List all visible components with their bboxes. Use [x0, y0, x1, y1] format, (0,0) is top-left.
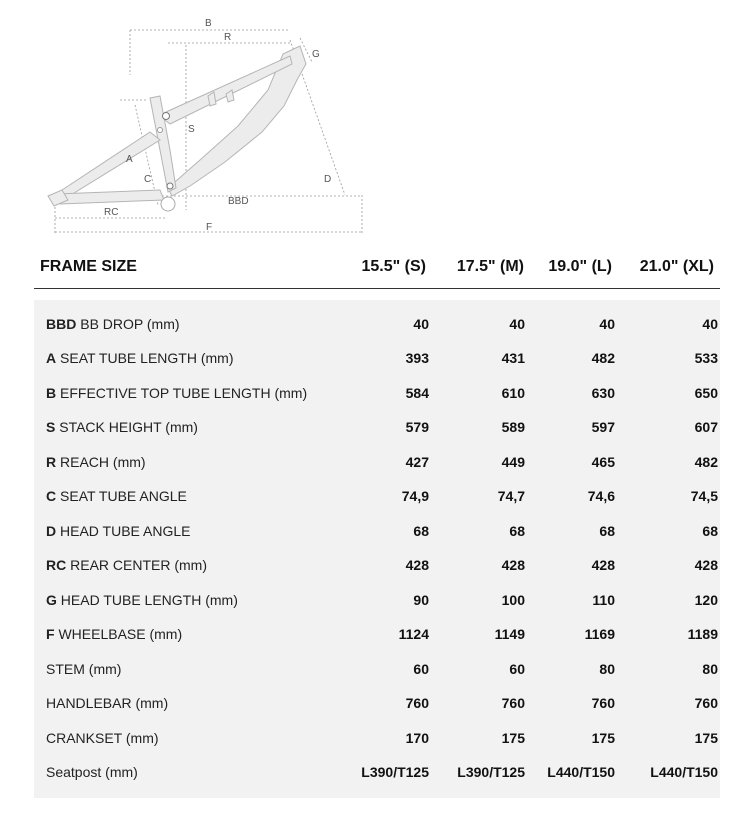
row-label: C SEAT TUBE ANGLE — [46, 488, 187, 504]
value-cell: 760 — [694, 695, 718, 711]
table-row — [34, 411, 720, 445]
value-cell: 74,7 — [497, 488, 525, 504]
value-cell: 482 — [591, 350, 615, 366]
size-header-m: 17.5" (M) — [456, 258, 524, 275]
frame-size-heading: FRAME SIZE — [40, 258, 137, 275]
value-cell: 610 — [501, 385, 525, 401]
value-cell: 80 — [702, 661, 718, 677]
table-row — [34, 308, 720, 342]
table-row — [34, 584, 720, 618]
value-cell: L440/T150 — [650, 764, 718, 780]
value-cell: 175 — [591, 730, 615, 746]
value-cell: 68 — [413, 523, 429, 539]
table-row — [34, 515, 720, 549]
label-C: C — [144, 174, 152, 185]
label-S: S — [188, 124, 195, 135]
value-cell: 760 — [591, 695, 615, 711]
value-cell: 68 — [702, 523, 718, 539]
value-cell: 40 — [413, 316, 429, 332]
label-G: G — [312, 49, 320, 60]
value-cell: 579 — [405, 419, 429, 435]
value-cell: 74,6 — [587, 488, 615, 504]
table-header — [34, 252, 720, 289]
value-cell: 74,5 — [690, 488, 718, 504]
value-cell: L440/T150 — [547, 764, 615, 780]
value-cell: 1149 — [494, 626, 525, 642]
value-cell: 428 — [694, 557, 718, 573]
value-cell: 393 — [405, 350, 429, 366]
size-header-s: 15.5" (S) — [361, 258, 426, 275]
value-cell: 630 — [591, 385, 615, 401]
value-cell: 68 — [599, 523, 615, 539]
value-cell: 90 — [413, 592, 429, 608]
table-row — [34, 653, 720, 687]
row-label: HANDLEBAR (mm) — [46, 695, 169, 711]
row-label: D HEAD TUBE ANGLE — [46, 523, 191, 539]
value-cell: 175 — [501, 730, 525, 746]
row-label: R REACH (mm) — [46, 454, 146, 470]
row-label: S STACK HEIGHT (mm) — [46, 419, 198, 435]
value-cell: 74,9 — [401, 488, 429, 504]
table-row — [34, 549, 720, 583]
value-cell: 60 — [413, 661, 429, 677]
label-R: R — [224, 32, 232, 43]
size-header-l: 19.0" (L) — [548, 258, 612, 275]
value-cell: 760 — [405, 695, 429, 711]
row-label: G HEAD TUBE LENGTH (mm) — [46, 592, 238, 608]
row-label: STEM (mm) — [46, 661, 122, 677]
value-cell: 584 — [405, 385, 429, 401]
value-cell: 40 — [509, 316, 525, 332]
frame-geometry-svg — [0, 0, 752, 245]
row-label: F WHEELBASE (mm) — [46, 626, 183, 642]
frame-geometry-diagram — [0, 0, 752, 245]
value-cell: 68 — [509, 523, 525, 539]
value-cell: 533 — [694, 350, 718, 366]
value-cell: 650 — [694, 385, 718, 401]
value-cell: 607 — [694, 419, 718, 435]
table-row — [34, 377, 720, 411]
value-cell: 431 — [501, 350, 525, 366]
value-cell: 60 — [509, 661, 525, 677]
value-cell: 1124 — [398, 626, 429, 642]
value-cell: 170 — [405, 730, 429, 746]
label-F: F — [206, 222, 213, 233]
row-label: B EFFECTIVE TOP TUBE LENGTH (mm) — [46, 385, 308, 401]
label-BBD: BBD — [228, 196, 249, 207]
value-cell: 427 — [405, 454, 429, 470]
row-label: BBD BB DROP (mm) — [46, 316, 180, 332]
table-row — [34, 756, 720, 790]
value-cell: 40 — [702, 316, 718, 332]
label-D: D — [324, 174, 332, 185]
value-cell: 110 — [592, 592, 615, 608]
geometry-table — [34, 300, 720, 798]
table-row — [34, 342, 720, 376]
table-row — [34, 687, 720, 721]
label-RC: RC — [104, 207, 119, 218]
row-label: Seatpost (mm) — [46, 764, 138, 780]
table-row — [34, 480, 720, 514]
row-label: CRANKSET (mm) — [46, 730, 159, 746]
value-cell: 1189 — [687, 626, 718, 642]
value-cell: 428 — [501, 557, 525, 573]
value-cell: 428 — [591, 557, 615, 573]
value-cell: 589 — [501, 419, 525, 435]
label-B: B — [205, 18, 212, 29]
value-cell: L390/T125 — [361, 764, 429, 780]
value-cell: 40 — [599, 316, 615, 332]
value-cell: 1169 — [584, 626, 615, 642]
row-label: A SEAT TUBE LENGTH (mm) — [46, 350, 234, 366]
value-cell: 760 — [501, 695, 525, 711]
value-cell: 597 — [591, 419, 615, 435]
value-cell: 449 — [501, 454, 525, 470]
value-cell: 482 — [694, 454, 718, 470]
table-row — [34, 722, 720, 756]
value-cell: 428 — [405, 557, 429, 573]
value-cell: L390/T125 — [457, 764, 525, 780]
value-cell: 465 — [591, 454, 615, 470]
value-cell: 175 — [694, 730, 718, 746]
table-row — [34, 446, 720, 480]
value-cell: 100 — [501, 592, 525, 608]
value-cell: 80 — [599, 661, 615, 677]
size-header-xl: 21.0" (XL) — [639, 258, 714, 275]
label-A: A — [126, 154, 133, 165]
value-cell: 120 — [694, 592, 718, 608]
table-row — [34, 618, 720, 652]
row-label: RC REAR CENTER (mm) — [46, 557, 208, 573]
